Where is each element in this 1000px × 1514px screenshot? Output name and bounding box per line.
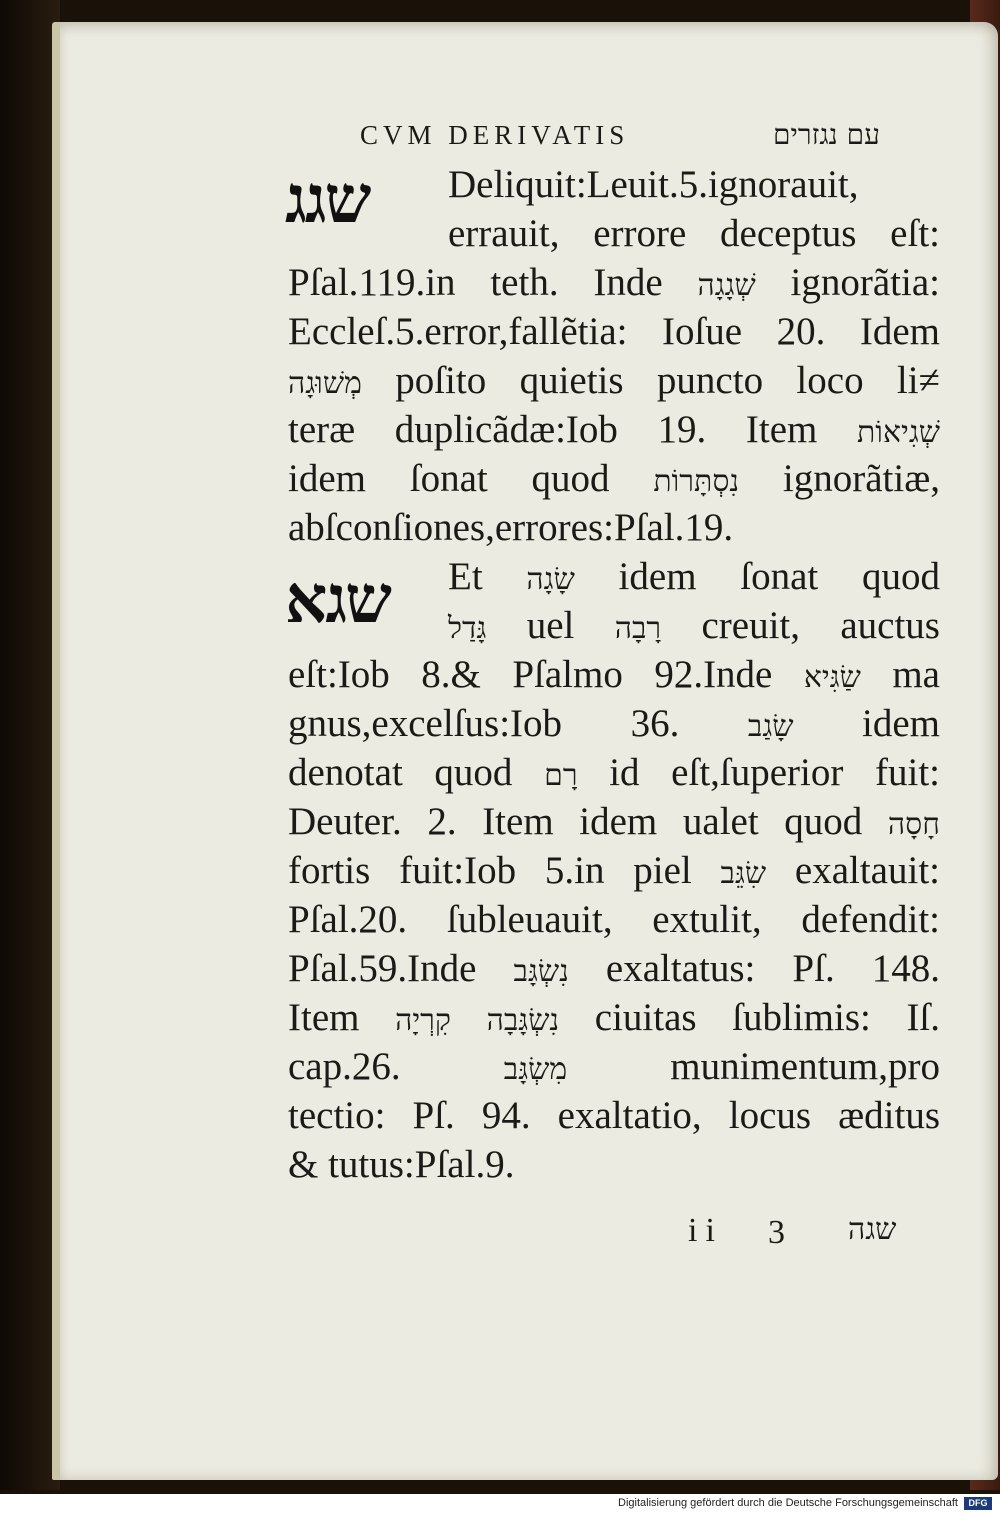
text-line: teræ duplicãdæ:Iob 19. Item שְׁגִיאוֹת	[288, 408, 940, 451]
catchword: שגה	[848, 1212, 897, 1247]
text-line: gnus,excelſus:Iob 36. שָׂגַב idem	[288, 702, 941, 745]
text-line: Pſal.119.in teth. Inde שְׁגָגָה ignorãtia:	[288, 261, 940, 304]
signature-mark: ii	[688, 1212, 723, 1249]
text-line: Deuter. 2. Item idem ualet quod חָסָה	[288, 800, 940, 843]
text-line: errauit, errore deceptus eſt:	[448, 212, 940, 255]
text-line: cap.26. מִשְׂגָּב munimentum,pro	[288, 1045, 940, 1088]
entry2-headword: שגא	[285, 560, 390, 638]
text-line: & tutus:Pſal.9.	[288, 1143, 515, 1186]
page-body	[288, 160, 940, 1189]
text-line: eſt:Iob 8.& Pſalmo 92.Inde שַׂגִּיא ma	[288, 653, 940, 696]
credit-text: Digitalisierung gefördert durch die Deutsche Forschungsgemeinschaft	[618, 1497, 958, 1509]
text-line: denotat quod רָם id eſt,ſuperior fuit:	[288, 751, 941, 794]
running-head-latin: CVM DERIVATIS	[360, 120, 630, 150]
text-line: Item קִרְיָה נִשְׂגָּבָה ciuitas ſublimis: Iſ.	[288, 996, 941, 1039]
text-line: מְשׁוּגָה poſito quietis puncto loco li≠	[288, 359, 940, 402]
dark-background-left	[0, 0, 60, 1490]
text-line: idem ſonat quod נִסְתָּרוֹת ignorãtiæ,	[288, 457, 940, 500]
text-line: Pſal.20. ſubleuauit, extulit, defendit:	[288, 898, 940, 941]
entry1-headword: שגג	[285, 160, 370, 238]
running-head-hebrew: עם נגזרים	[773, 118, 880, 151]
dfg-logo: DFG	[964, 1497, 992, 1510]
text-line: גָּדַל uel רָבָה creuit, auctus	[448, 604, 940, 647]
running-head	[360, 120, 920, 160]
page-footer	[688, 1212, 948, 1252]
text-line: abſconſiones,errores:Pſal.19.	[288, 506, 734, 549]
text-line: Et שָׂגָה idem ſonat quod	[448, 555, 940, 598]
text-line: Eccleſ.5.error,fallẽtia: Ioſue 20. Idem	[288, 310, 940, 353]
text-line: fortis fuit:Iob 5.in piel שִׂגֵּב exaltauit:	[288, 849, 940, 892]
signature-number: 3	[768, 1214, 785, 1251]
text-line: Deliquit:Leuit.5.ignorauit,	[448, 163, 859, 206]
digitization-credit-bar	[0, 1494, 1000, 1514]
text-line: Pſal.59.Inde נִשְׂגָּב exaltatus: Pſ. 148.	[288, 947, 940, 990]
text-line: tectio: Pſ. 94. exaltatio, locus æditus	[288, 1094, 940, 1137]
